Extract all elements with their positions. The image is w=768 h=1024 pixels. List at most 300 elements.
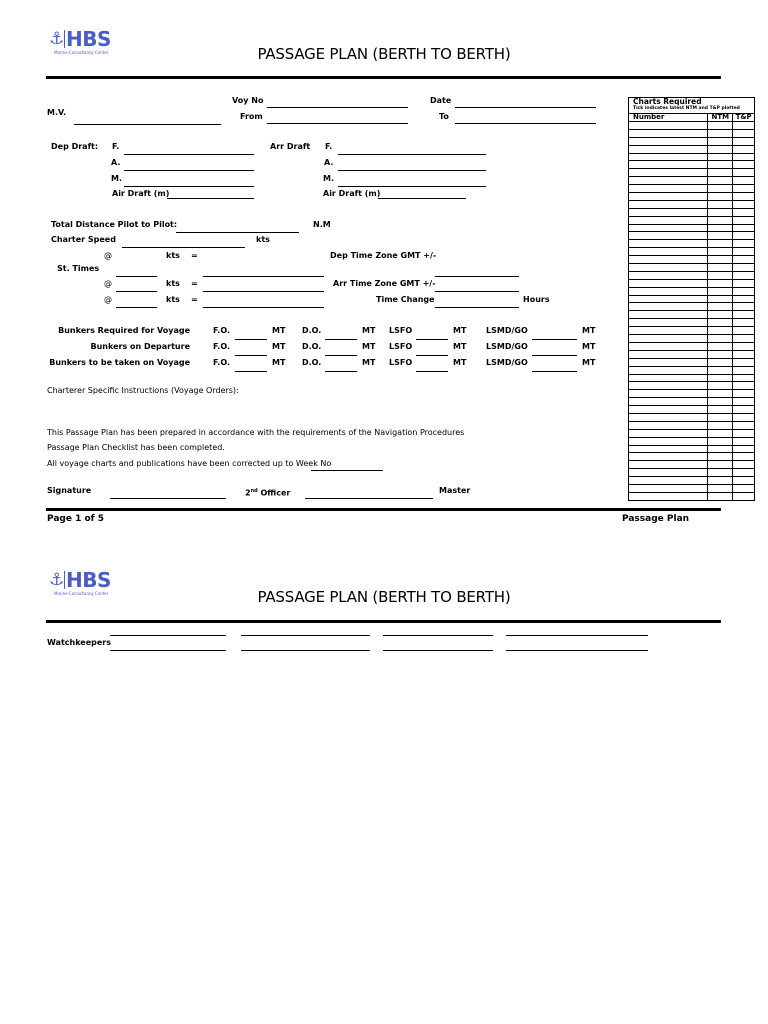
col-tp: T&P xyxy=(733,114,755,122)
chart-ntm-cell[interactable] xyxy=(708,248,733,256)
chart-number-cell[interactable] xyxy=(629,185,708,193)
chart-number-cell[interactable] xyxy=(629,413,708,421)
charter-speed-field[interactable] xyxy=(122,247,245,248)
chart-row xyxy=(629,240,755,248)
second-officer-label: 2nd Officer xyxy=(245,488,291,498)
chart-row xyxy=(629,177,755,185)
chart-row xyxy=(629,232,755,240)
chart-ntm-cell[interactable] xyxy=(708,153,733,161)
chart-ntm-cell[interactable] xyxy=(708,279,733,287)
chart-number-cell[interactable] xyxy=(629,319,708,327)
to-field[interactable] xyxy=(455,123,596,124)
bunker-do-mt: MT xyxy=(362,326,376,335)
chart-tp-cell[interactable] xyxy=(733,350,755,358)
logo-brand: HBS xyxy=(66,568,111,592)
chart-ntm-cell[interactable] xyxy=(708,327,733,335)
chart-number-cell[interactable] xyxy=(629,264,708,272)
chart-row xyxy=(629,492,755,500)
signature-field[interactable] xyxy=(110,498,226,499)
chart-number-cell[interactable] xyxy=(629,224,708,232)
chart-tp-cell[interactable] xyxy=(733,311,755,319)
dep-draft-m-label: M. xyxy=(111,174,122,183)
bunker-lsfo-field[interactable] xyxy=(416,355,448,356)
chart-tp-cell[interactable] xyxy=(733,208,755,216)
chart-row xyxy=(629,193,755,201)
chart-row xyxy=(629,469,755,477)
bunker-row-label: Bunkers on Departure xyxy=(90,342,190,351)
chart-row xyxy=(629,169,755,177)
watchkeeper-field-4b[interactable] xyxy=(506,650,648,651)
chart-ntm-cell[interactable] xyxy=(708,382,733,390)
dep-tz-field[interactable] xyxy=(435,276,519,277)
chart-number-cell[interactable] xyxy=(629,169,708,177)
chart-number-cell[interactable] xyxy=(629,350,708,358)
chart-tp-cell[interactable] xyxy=(733,358,755,366)
to-label: To xyxy=(439,112,449,121)
chart-row xyxy=(629,374,755,382)
chart-number-cell[interactable] xyxy=(629,421,708,429)
statement-charts-corrected: All voyage charts and publications have been corrected up to Week No xyxy=(47,459,332,468)
chart-number-cell[interactable] xyxy=(629,374,708,382)
chart-tp-cell[interactable] xyxy=(733,169,755,177)
chart-number-cell[interactable] xyxy=(629,358,708,366)
chart-row xyxy=(629,264,755,272)
chart-row xyxy=(629,303,755,311)
chart-number-cell[interactable] xyxy=(629,461,708,469)
time-change-field[interactable] xyxy=(435,307,519,308)
bunker-fo-field[interactable] xyxy=(235,339,267,340)
chart-row xyxy=(629,200,755,208)
chart-row xyxy=(629,145,755,153)
voy-no-field[interactable] xyxy=(267,107,408,108)
chart-tp-cell[interactable] xyxy=(733,421,755,429)
chart-ntm-cell[interactable] xyxy=(708,200,733,208)
chart-ntm-cell[interactable] xyxy=(708,429,733,437)
chart-ntm-cell[interactable] xyxy=(708,224,733,232)
bunker-fo-label: F.O. xyxy=(213,358,230,367)
st-row2-eq: = xyxy=(191,279,198,288)
nm-label: N.M xyxy=(313,220,331,229)
chart-row xyxy=(629,358,755,366)
arr-air-draft-field[interactable] xyxy=(378,198,466,199)
chart-number-cell[interactable] xyxy=(629,445,708,453)
chart-row xyxy=(629,437,755,445)
chart-row xyxy=(629,453,755,461)
chart-tp-cell[interactable] xyxy=(733,327,755,335)
chart-tp-cell[interactable] xyxy=(733,453,755,461)
bunker-fo-mt: MT xyxy=(272,342,286,351)
bunker-lsmd-mt: MT xyxy=(582,326,596,335)
bunker-row-label: Bunkers to be taken on Voyage xyxy=(49,358,190,367)
chart-tp-cell[interactable] xyxy=(733,264,755,272)
watchkeeper-field-4a[interactable] xyxy=(506,635,648,636)
chart-row xyxy=(629,216,755,224)
from-field[interactable] xyxy=(267,123,408,124)
bunker-lsmd-label: LSMD/GO xyxy=(486,342,528,351)
chart-ntm-cell[interactable] xyxy=(708,358,733,366)
watchkeeper-field-1a[interactable] xyxy=(110,635,226,636)
chart-number-cell[interactable] xyxy=(629,484,708,492)
chart-row xyxy=(629,484,755,492)
master-label: Master xyxy=(439,486,471,495)
logo-tagline: Marine Consultancy Center xyxy=(54,591,109,596)
chart-number-cell[interactable] xyxy=(629,122,708,130)
chart-tp-cell[interactable] xyxy=(733,287,755,295)
chart-row xyxy=(629,366,755,374)
chart-tp-cell[interactable] xyxy=(733,145,755,153)
chart-tp-cell[interactable] xyxy=(733,492,755,500)
charter-speed-label: Charter Speed xyxy=(51,235,116,244)
chart-row xyxy=(629,129,755,137)
chart-tp-cell[interactable] xyxy=(733,295,755,303)
chart-ntm-cell[interactable] xyxy=(708,193,733,201)
chart-tp-cell[interactable] xyxy=(733,319,755,327)
chart-ntm-cell[interactable] xyxy=(708,366,733,374)
chart-ntm-cell[interactable] xyxy=(708,374,733,382)
st-times-label: St. Times xyxy=(57,264,100,273)
footer-page-number: Page 1 of 5 xyxy=(47,514,104,524)
bunker-lsmd-mt: MT xyxy=(582,358,596,367)
chart-row xyxy=(629,208,755,216)
watchkeeper-field-3b[interactable] xyxy=(383,650,493,651)
chart-row xyxy=(629,311,755,319)
chart-number-cell[interactable] xyxy=(629,256,708,264)
chart-tp-cell[interactable] xyxy=(733,122,755,130)
st-row3-speed-field[interactable] xyxy=(116,307,157,308)
chart-number-cell[interactable] xyxy=(629,271,708,279)
chart-row xyxy=(629,445,755,453)
chart-tp-cell[interactable] xyxy=(733,461,755,469)
bunker-do-mt: MT xyxy=(362,358,376,367)
chart-ntm-cell[interactable] xyxy=(708,137,733,145)
chart-row xyxy=(629,224,755,232)
bunker-lsfo-mt: MT xyxy=(453,342,467,351)
st-row2-speed-field[interactable] xyxy=(116,291,157,292)
chart-number-cell[interactable] xyxy=(629,248,708,256)
chart-tp-cell[interactable] xyxy=(733,153,755,161)
bunker-fo-label: F.O. xyxy=(213,342,230,351)
chart-row xyxy=(629,390,755,398)
st-row2-at: @ xyxy=(104,279,112,288)
chart-tp-cell[interactable] xyxy=(733,193,755,201)
chart-number-cell[interactable] xyxy=(629,129,708,137)
bunker-lsfo-mt: MT xyxy=(453,326,467,335)
chart-ntm-cell[interactable] xyxy=(708,311,733,319)
bunker-fo-mt: MT xyxy=(272,358,286,367)
logo-tagline: Marine Consultancy Center xyxy=(54,50,109,55)
bunker-do-label: D.O. xyxy=(302,326,322,335)
statement-checklist: Passage Plan Checklist has been completed. xyxy=(47,443,225,452)
hours-label: Hours xyxy=(523,295,550,304)
bunker-do-mt: MT xyxy=(362,342,376,351)
chart-tp-cell[interactable] xyxy=(733,137,755,145)
chart-ntm-cell[interactable] xyxy=(708,469,733,477)
chart-ntm-cell[interactable] xyxy=(708,477,733,485)
chart-number-cell[interactable] xyxy=(629,137,708,145)
time-change-label: Time Change xyxy=(376,295,435,304)
chart-tp-cell[interactable] xyxy=(733,200,755,208)
bunker-lsfo-field[interactable] xyxy=(416,339,448,340)
chart-tp-cell[interactable] xyxy=(733,303,755,311)
chart-ntm-cell[interactable] xyxy=(708,240,733,248)
chart-number-cell[interactable] xyxy=(629,477,708,485)
chart-number-cell[interactable] xyxy=(629,216,708,224)
chart-row xyxy=(629,319,755,327)
bunker-do-field[interactable] xyxy=(325,339,357,340)
st-row1-at: @ xyxy=(104,251,112,260)
mv-field[interactable] xyxy=(74,124,221,125)
chart-tp-cell[interactable] xyxy=(733,271,755,279)
charter-speed-kts: kts xyxy=(256,235,270,244)
chart-ntm-cell[interactable] xyxy=(708,445,733,453)
chart-row xyxy=(629,137,755,145)
page-title: PASSAGE PLAN (BERTH TO BERTH) xyxy=(257,45,511,63)
chart-number-cell[interactable] xyxy=(629,406,708,414)
chart-row xyxy=(629,421,755,429)
chart-number-cell[interactable] xyxy=(629,200,708,208)
page2-header-rule xyxy=(46,620,721,623)
chart-ntm-cell[interactable] xyxy=(708,453,733,461)
chart-tp-cell[interactable] xyxy=(733,445,755,453)
st-row3-eq: = xyxy=(191,295,198,304)
chart-tp-cell[interactable] xyxy=(733,366,755,374)
chart-ntm-cell[interactable] xyxy=(708,185,733,193)
chart-tp-cell[interactable] xyxy=(733,256,755,264)
bunker-do-field[interactable] xyxy=(325,355,357,356)
charts-required-subtitle: Tick indicates latest NTM and T&P plotted xyxy=(633,106,740,111)
chart-number-cell[interactable] xyxy=(629,145,708,153)
chart-ntm-cell[interactable] xyxy=(708,295,733,303)
chart-number-cell[interactable] xyxy=(629,161,708,169)
chart-tp-cell[interactable] xyxy=(733,437,755,445)
st-row3-at: @ xyxy=(104,295,112,304)
chart-row xyxy=(629,122,755,130)
chart-number-cell[interactable] xyxy=(629,382,708,390)
chart-tp-cell[interactable] xyxy=(733,240,755,248)
chart-number-cell[interactable] xyxy=(629,342,708,350)
voy-no-label: Voy No xyxy=(232,96,264,105)
bunker-lsfo-label: LSFO xyxy=(389,326,413,335)
chart-ntm-cell[interactable] xyxy=(708,145,733,153)
chart-number-cell[interactable] xyxy=(629,311,708,319)
total-distance-field[interactable] xyxy=(176,232,299,233)
chart-ntm-cell[interactable] xyxy=(708,216,733,224)
charts-required-title: Charts Required xyxy=(633,97,702,106)
bunker-fo-field[interactable] xyxy=(235,355,267,356)
chart-tp-cell[interactable] xyxy=(733,374,755,382)
chart-ntm-cell[interactable] xyxy=(708,413,733,421)
dep-draft-a-label: A. xyxy=(111,158,121,167)
chart-ntm-cell[interactable] xyxy=(708,303,733,311)
chart-number-cell[interactable] xyxy=(629,240,708,248)
bunker-fo-label: F.O. xyxy=(213,326,230,335)
chart-tp-cell[interactable] xyxy=(733,335,755,343)
chart-row xyxy=(629,406,755,414)
bunker-lsmd-field[interactable] xyxy=(532,339,577,340)
header-rule xyxy=(46,76,721,79)
watchkeeper-field-3a[interactable] xyxy=(383,635,493,636)
st-row2-time-field[interactable] xyxy=(203,291,324,292)
chart-tp-cell[interactable] xyxy=(733,161,755,169)
chart-row xyxy=(629,350,755,358)
dep-air-draft-field[interactable] xyxy=(167,198,254,199)
chart-ntm-cell[interactable] xyxy=(708,264,733,272)
chart-number-cell[interactable] xyxy=(629,279,708,287)
watchkeeper-field-1b[interactable] xyxy=(110,650,226,651)
chart-number-cell[interactable] xyxy=(629,153,708,161)
chart-ntm-cell[interactable] xyxy=(708,319,733,327)
chart-number-cell[interactable] xyxy=(629,429,708,437)
chart-ntm-cell[interactable] xyxy=(708,390,733,398)
chart-row xyxy=(629,279,755,287)
dep-draft-f-field[interactable] xyxy=(124,154,254,155)
charts-required-header xyxy=(629,98,755,114)
chart-ntm-cell[interactable] xyxy=(708,161,733,169)
chart-ntm-cell[interactable] xyxy=(708,271,733,279)
chart-tp-cell[interactable] xyxy=(733,398,755,406)
charterer-instructions-label: Charterer Specific Instructions (Voyage Orders): xyxy=(47,386,239,395)
chart-ntm-cell[interactable] xyxy=(708,421,733,429)
chart-number-cell[interactable] xyxy=(629,492,708,500)
chart-row xyxy=(629,248,755,256)
bunker-lsmd-mt: MT xyxy=(582,342,596,351)
chart-ntm-cell[interactable] xyxy=(708,492,733,500)
chart-tp-cell[interactable] xyxy=(733,413,755,421)
from-label: From xyxy=(240,112,263,121)
st-row1-time-field[interactable] xyxy=(203,276,324,277)
chart-tp-cell[interactable] xyxy=(733,185,755,193)
chart-row xyxy=(629,382,755,390)
arr-draft-m-field[interactable] xyxy=(338,186,486,187)
col-ntm: NTM xyxy=(708,114,733,122)
bunker-fo-field[interactable] xyxy=(235,371,267,372)
bunker-lsfo-label: LSFO xyxy=(389,358,413,367)
second-officer-field[interactable] xyxy=(305,498,433,499)
chart-number-cell[interactable] xyxy=(629,469,708,477)
arr-draft-a-field[interactable] xyxy=(338,170,486,171)
chart-ntm-cell[interactable] xyxy=(708,350,733,358)
bunker-lsfo-label: LSFO xyxy=(389,342,413,351)
chart-number-cell[interactable] xyxy=(629,327,708,335)
chart-tp-cell[interactable] xyxy=(733,382,755,390)
chart-ntm-cell[interactable] xyxy=(708,177,733,185)
chart-ntm-cell[interactable] xyxy=(708,437,733,445)
chart-tp-cell[interactable] xyxy=(733,248,755,256)
chart-ntm-cell[interactable] xyxy=(708,122,733,130)
date-field[interactable] xyxy=(455,107,596,108)
watchkeeper-field-2a[interactable] xyxy=(241,635,370,636)
dep-draft-label: Dep Draft: xyxy=(51,142,99,151)
arr-tz-label: Arr Time Zone GMT +/- xyxy=(333,279,436,288)
chart-number-cell[interactable] xyxy=(629,390,708,398)
chart-ntm-cell[interactable] xyxy=(708,342,733,350)
chart-number-cell[interactable] xyxy=(629,287,708,295)
chart-tp-cell[interactable] xyxy=(733,429,755,437)
chart-tp-cell[interactable] xyxy=(733,342,755,350)
chart-number-cell[interactable] xyxy=(629,208,708,216)
dep-air-draft-label: Air Draft (m) xyxy=(112,189,170,198)
bunker-row-label: Bunkers Required for Voyage xyxy=(58,326,190,335)
chart-number-cell[interactable] xyxy=(629,335,708,343)
signature-label: Signature xyxy=(47,486,92,495)
chart-row xyxy=(629,287,755,295)
chart-row xyxy=(629,185,755,193)
chart-number-cell[interactable] xyxy=(629,177,708,185)
chart-tp-cell[interactable] xyxy=(733,177,755,185)
chart-number-cell[interactable] xyxy=(629,303,708,311)
chart-ntm-cell[interactable] xyxy=(708,208,733,216)
arr-draft-f-field[interactable] xyxy=(338,154,486,155)
bunker-lsmd-field[interactable] xyxy=(532,355,577,356)
dep-draft-f-label: F. xyxy=(112,142,120,151)
chart-tp-cell[interactable] xyxy=(733,232,755,240)
chart-tp-cell[interactable] xyxy=(733,224,755,232)
dep-draft-m-field[interactable] xyxy=(124,186,254,187)
bunker-lsfo-field[interactable] xyxy=(416,371,448,372)
chart-ntm-cell[interactable] xyxy=(708,335,733,343)
chart-tp-cell[interactable] xyxy=(733,279,755,287)
col-number: Number xyxy=(629,114,708,122)
chart-number-cell[interactable] xyxy=(629,398,708,406)
footer-title: Passage Plan xyxy=(622,514,690,524)
dep-draft-a-field[interactable] xyxy=(124,170,254,171)
footer-rule xyxy=(46,508,721,511)
st-row1-eq: = xyxy=(191,251,198,260)
chart-tp-cell[interactable] xyxy=(733,406,755,414)
page2-title: PASSAGE PLAN (BERTH TO BERTH) xyxy=(257,588,511,606)
arr-draft-a-label: A. xyxy=(324,158,334,167)
chart-row xyxy=(629,342,755,350)
chart-number-cell[interactable] xyxy=(629,453,708,461)
st-row1-speed-field[interactable] xyxy=(116,276,157,277)
chart-ntm-cell[interactable] xyxy=(708,169,733,177)
chart-ntm-cell[interactable] xyxy=(708,256,733,264)
chart-ntm-cell[interactable] xyxy=(708,461,733,469)
chart-ntm-cell[interactable] xyxy=(708,406,733,414)
chart-number-cell[interactable] xyxy=(629,295,708,303)
watchkeeper-field-2b[interactable] xyxy=(241,650,370,651)
chart-tp-cell[interactable] xyxy=(733,390,755,398)
chart-tp-cell[interactable] xyxy=(733,216,755,224)
chart-tp-cell[interactable] xyxy=(733,129,755,137)
week-no-field[interactable] xyxy=(311,470,383,471)
total-distance-label: Total Distance Pilot to Pilot: xyxy=(51,220,178,229)
st-row3-time-field[interactable] xyxy=(203,307,324,308)
chart-number-cell[interactable] xyxy=(629,366,708,374)
chart-tp-cell[interactable] xyxy=(733,469,755,477)
chart-row xyxy=(629,153,755,161)
chart-number-cell[interactable] xyxy=(629,437,708,445)
chart-ntm-cell[interactable] xyxy=(708,287,733,295)
chart-number-cell[interactable] xyxy=(629,232,708,240)
logo-brand: HBS xyxy=(66,27,111,51)
chart-row xyxy=(629,271,755,279)
bunker-lsmd-label: LSMD/GO xyxy=(486,326,528,335)
bunker-lsmd-field[interactable] xyxy=(532,371,577,372)
mv-label: M.V. xyxy=(47,108,67,117)
chart-tp-cell[interactable] xyxy=(733,477,755,485)
chart-ntm-cell[interactable] xyxy=(708,129,733,137)
chart-ntm-cell[interactable] xyxy=(708,484,733,492)
chart-ntm-cell[interactable] xyxy=(708,232,733,240)
chart-tp-cell[interactable] xyxy=(733,484,755,492)
anchor-icon: ⚓ xyxy=(49,29,65,49)
bunker-do-field[interactable] xyxy=(325,371,357,372)
arr-tz-field[interactable] xyxy=(435,291,519,292)
chart-ntm-cell[interactable] xyxy=(708,398,733,406)
arr-draft-f-label: F. xyxy=(325,142,333,151)
chart-number-cell[interactable] xyxy=(629,193,708,201)
